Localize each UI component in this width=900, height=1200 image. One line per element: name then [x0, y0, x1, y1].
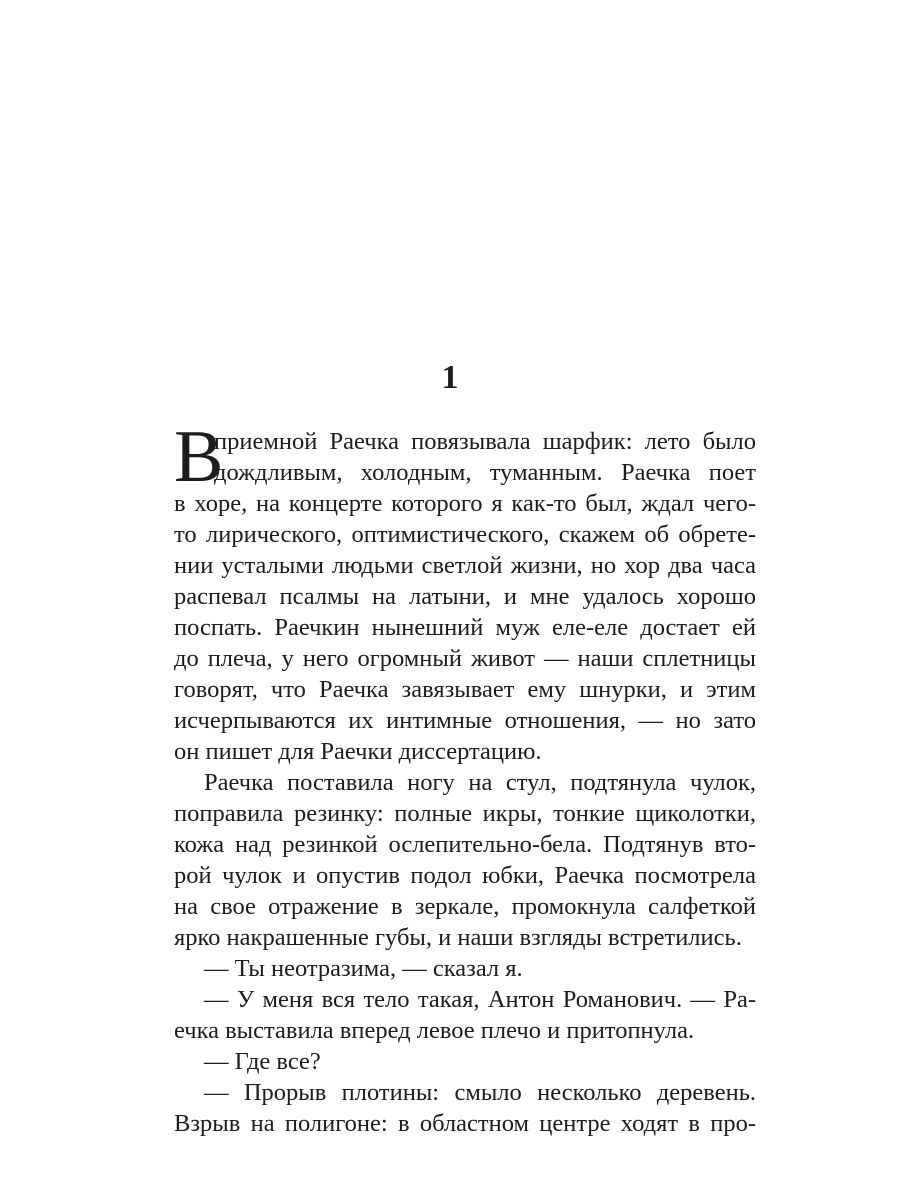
paragraph-3	[174, 953, 756, 984]
text-line: поправила резинку: полные икры, тонкие щиколотки,	[174, 800, 756, 827]
text-line: приемной Раечка повязывала шарфик: лето было	[214, 428, 756, 455]
text-line: кожа над резинкой ослепительно-бела. Подтянув вто-	[174, 831, 756, 858]
dialogue-line: — Ты неотразима, — сказал я.	[204, 955, 523, 982]
text-line: рой чулок и опустив подол юбки, Раечка посмотрела	[174, 862, 756, 889]
paragraph-6	[174, 1077, 756, 1139]
text-line: нии усталыми людьми светлой жизни, но хор два часа	[174, 552, 756, 579]
dialogue-line: — У меня вся тело такая, Антон Романович. — Ра-	[204, 986, 756, 1013]
paragraph-4	[174, 984, 756, 1046]
text-line: то лирического, оптимистического, скажем об обрете-	[174, 521, 756, 548]
text-line: в хоре, на концерте которого я как-то был, ждал чего-	[174, 490, 756, 517]
body-text	[174, 416, 756, 1139]
text-line: на свое отражение в зеркале, промокнула салфеткой	[174, 893, 756, 920]
dialogue-line: — Где все?	[204, 1048, 321, 1075]
text-line: исчерпываются их интимные отношения, — но зато	[174, 707, 756, 734]
text-line: ярко накрашенные губы, и наши взгляды встретились.	[174, 924, 742, 951]
text-line: говорят, что Раечка завязывает ему шнурки, и этим	[174, 676, 756, 703]
paragraph-2	[174, 767, 756, 953]
text-line: дождливым, холодным, туманным. Раечка поет	[214, 459, 756, 486]
text-line: Раечка поставила ногу на стул, подтянула чулок,	[204, 769, 756, 796]
paragraph-1	[174, 416, 756, 767]
text-line: ечка выставила вперед левое плечо и притопнула.	[174, 1017, 695, 1044]
paragraph-5	[174, 1046, 756, 1077]
text-line: распевал псалмы на латыни, и мне удалось хорошо	[174, 583, 756, 610]
text-line: до плеча, у него огромный живот — наши сплетницы	[174, 645, 756, 672]
text-line: он пишет для Раечки диссертацию.	[174, 738, 542, 765]
text-line: поспать. Раечкин нынешний муж еле-еле достает ей	[174, 614, 756, 641]
drop-cap: В	[174, 416, 224, 498]
text-line: Взрыв на полигоне: в областном центре ходят в про-	[174, 1110, 756, 1137]
dialogue-line: — Прорыв плотины: смыло несколько деревень.	[204, 1079, 756, 1106]
chapter-number: 1	[441, 359, 459, 396]
